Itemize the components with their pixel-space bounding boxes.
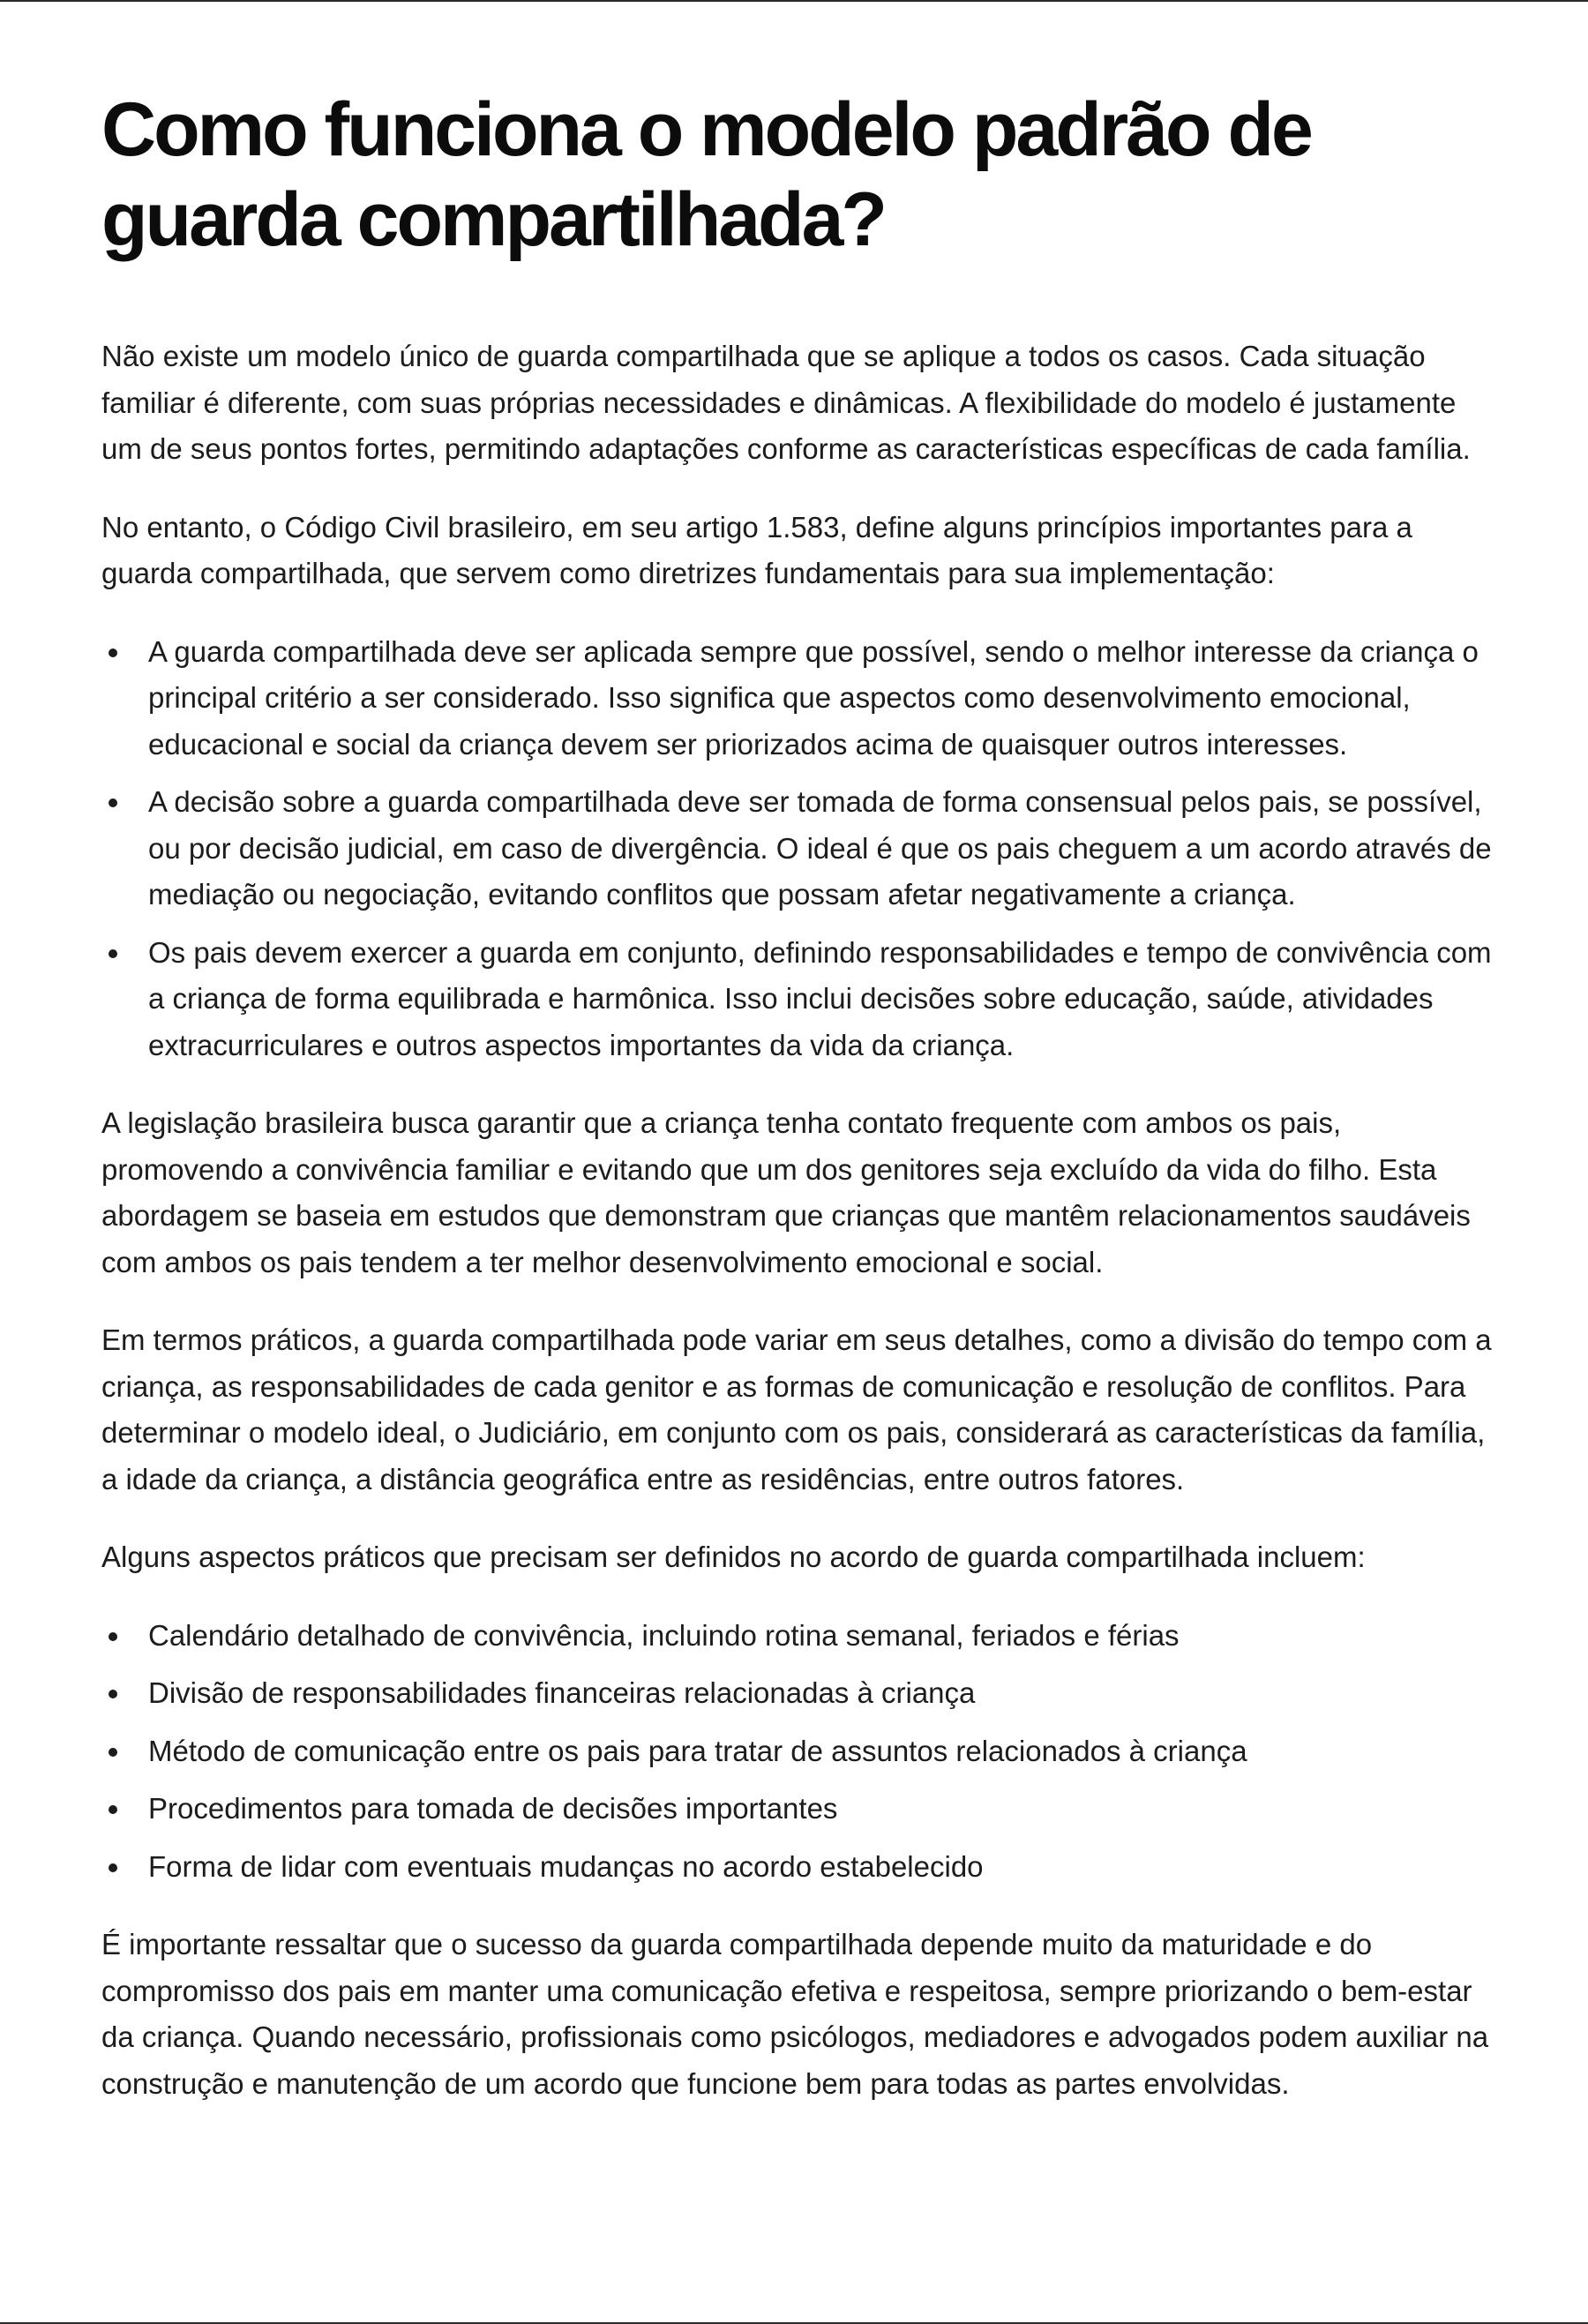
list-item-text: A decisão sobre a guarda compartilhada deve ser tomada de forma consensual pelos pais, se possível, ou por decisão judicial, em caso de divergência. O ideal é que os pais cheguem a um acordo através de mediação ou negociação, evitando conflitos que possam afetar negativamente a criança. (148, 785, 1492, 911)
bullet-icon (109, 1690, 117, 1698)
civil-code-paragraph: No entanto, o Código Civil brasileiro, em seu artigo 1.583, define alguns princípios importantes para a guarda compartilhada, que servem como diretrizes fundamentais para sua implementação: (101, 510, 1412, 589)
conclusion-paragraph: É importante ressaltar que o sucesso da guarda compartilhada depende muito da maturidade e do compromisso dos pais em manter uma comunicação efetiva e respeitosa, sempre priorizando o bem-estar da criança. Quando necessário, profissionais como psicólogos, mediadores e advogados podem auxiliar na construção e manutenção de um acordo que funcione bem para todas as partes envolvidas. (101, 1928, 1489, 2100)
list-item (101, 1786, 1495, 1833)
principles-list (101, 629, 1495, 1069)
list-item-text: Método de comunicação entre os pais para tratar de assuntos relacionados à criança (148, 1734, 1247, 1767)
practical-terms-paragraph: Em termos práticos, a guarda compartilhada pode variar em seus detalhes, como a divisão do tempo com a criança, as responsabilidades de cada genitor e as formas de comunicação e resolução de conflitos. Para determinar o modelo ideal, o Judiciário, em conjunto com os pais, considerará as características da família, a idade da criança, a distância geográfica entre as residências, entre outros fatores. (101, 1323, 1492, 1496)
list-item-text: Os pais devem exercer a guarda em conjunto, definindo responsabilidades e tempo de convivência com a criança de forma equilibrada e harmônica. Isso inclui decisões sobre educação, saúde, atividades extracurriculares e outros aspectos importantes da vida da criança. (148, 935, 1492, 1061)
bullet-icon (109, 1863, 117, 1872)
intro-paragraph: Não existe um modelo único de guarda compartilhada que se aplique a todos os casos. Cada situação familiar é diferente, com suas próprias necessidades e dinâmicas. A flexibilidade do modelo é justamente um de seus pontos fortes, permitindo adaptações conforme as características específicas de cada família. (101, 340, 1471, 465)
list-item (101, 1728, 1495, 1775)
page-title: Como funciona o modelo padrão de guarda compartilhada? (101, 87, 1311, 262)
bullet-icon (109, 798, 117, 807)
list-item-text: Calendário detalhado de convivência, incluindo rotina semanal, feriados e férias (148, 1618, 1180, 1652)
article (101, 85, 1495, 2139)
list-item-text: Forma de lidar com eventuais mudanças no acordo estabelecido (148, 1849, 984, 1883)
bullet-icon (109, 1632, 117, 1641)
bullet-icon (109, 1805, 117, 1814)
legislation-paragraph: A legislação brasileira busca garantir que a criança tenha contato frequente com ambos os pais, promovendo a convivência familiar e evitando que um dos genitores seja excluído da vida do filho. Esta abordagem se baseia em estudos que demonstram que crianças que mantêm relacionamentos saudáveis com ambos os pais tendem a ter melhor desenvolvimento emocional e social. (101, 1106, 1471, 1278)
list-item-text: Procedimentos para tomada de decisões importantes (148, 1792, 838, 1825)
aspects-list (101, 1613, 1495, 1891)
bullet-icon (109, 949, 117, 958)
aspects-intro-paragraph: Alguns aspectos práticos que precisam ser definidos no acordo de guarda compartilhada incluem: (101, 1541, 1366, 1573)
list-item-text: A guarda compartilhada deve ser aplicada sempre que possível, sendo o melhor interesse da criança o principal critério a ser considerado. Isso significa que aspectos como desenvolvimento emocional, educacional e social da criança devem ser priorizados acima de quaisquer outros interesses. (148, 634, 1479, 761)
list-item (101, 1844, 1495, 1891)
list-item (101, 1670, 1495, 1717)
list-item (101, 930, 1495, 1069)
bullet-icon (109, 1748, 117, 1757)
list-item-text: Divisão de responsabilidades financeiras relacionadas à criança (148, 1676, 976, 1709)
list-item (101, 1613, 1495, 1660)
list-item (101, 629, 1495, 768)
bullet-icon (109, 648, 117, 657)
list-item (101, 779, 1495, 918)
